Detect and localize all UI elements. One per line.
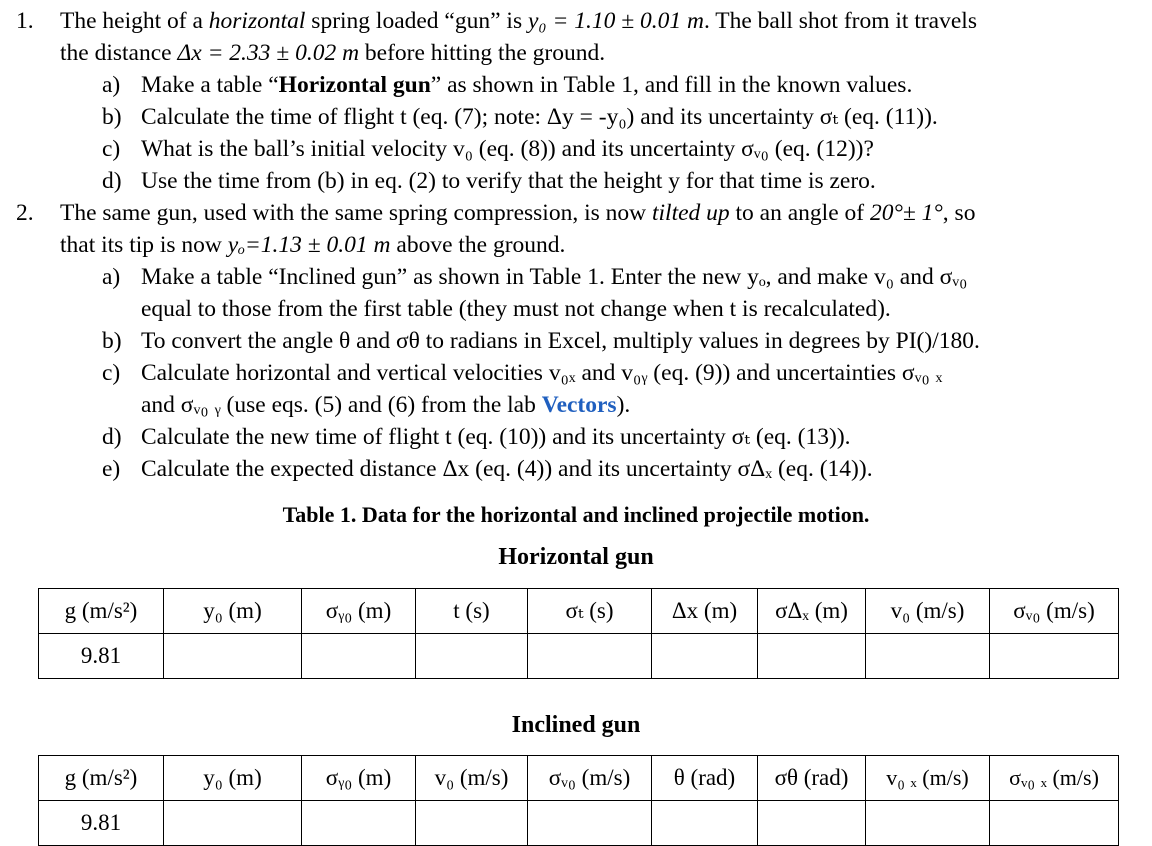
item-label: b)	[102, 328, 122, 354]
text: The same gun, used with the same spring compression, is now	[60, 200, 652, 226]
table-header-row	[39, 589, 1119, 634]
vectors-link[interactable]: Vectors	[541, 392, 617, 418]
item-text: Calculate the expected distance Δx (eq. (4)) and its uncertainty σΔₓ (eq. (14)).	[141, 456, 873, 482]
text: The height of a	[60, 8, 209, 34]
data-cell[interactable]	[758, 634, 866, 679]
data-cell[interactable]	[758, 801, 866, 846]
data-cell[interactable]	[302, 634, 416, 679]
text: Make a table “	[141, 72, 279, 98]
horizontal-gun-table	[38, 588, 1119, 679]
header-cell: σᵧ₀ (m)	[302, 756, 416, 801]
text: spring loaded “gun” is	[305, 8, 528, 34]
data-cell[interactable]	[652, 801, 758, 846]
math-expression: y₀ = 1.10 ± 0.01 m	[527, 8, 704, 34]
table-row	[39, 801, 1119, 846]
data-cell[interactable]	[866, 634, 990, 679]
item-text: Make a table “Inclined gun” as shown in Table 1. Enter the new yₒ, and make v₀ and σᵥ₀	[141, 264, 968, 290]
item-text: What is the ball’s initial velocity v₀ (eq. (8)) and its uncertainty σᵥ₀ (eq. (12))?	[141, 136, 874, 162]
item-label: d)	[102, 168, 122, 194]
math-expression: Δx = 2.33 ± 0.02 m	[177, 40, 360, 66]
data-cell[interactable]	[990, 801, 1119, 846]
data-cell[interactable]	[866, 801, 990, 846]
data-cell[interactable]	[416, 634, 528, 679]
header-cell: θ (rad)	[652, 756, 758, 801]
data-cell[interactable]	[528, 634, 652, 679]
header-cell: v₀ (m/s)	[866, 589, 990, 634]
item-text: Calculate horizontal and vertical velocities v₀ₓ and v₀ᵧ (eq. (9)) and uncertainties σᵥ₀ ₓ	[141, 360, 943, 386]
data-cell[interactable]: 9.81	[39, 634, 164, 679]
data-cell[interactable]	[302, 801, 416, 846]
header-cell: t (s)	[416, 589, 528, 634]
data-cell[interactable]	[990, 634, 1119, 679]
data-cell[interactable]	[416, 801, 528, 846]
data-cell[interactable]	[652, 634, 758, 679]
table-header-row	[39, 756, 1119, 801]
data-cell[interactable]: 9.81	[39, 801, 164, 846]
bold-text: Horizontal gun	[278, 72, 431, 98]
item-label: d)	[102, 424, 122, 450]
header-cell: σθ (rad)	[758, 756, 866, 801]
data-cell[interactable]	[528, 801, 652, 846]
item-text: To convert the angle θ and σθ to radians in Excel, multiply values in degrees by PI()/180.	[141, 328, 980, 354]
text: the distance	[60, 40, 178, 66]
math-expression: 20°± 1°	[869, 200, 943, 226]
header-cell: σᵥ₀ (m/s)	[528, 756, 652, 801]
header-cell: v₀ ₓ (m/s)	[866, 756, 990, 801]
emphasis: tilted up	[651, 200, 730, 226]
item-label: a)	[102, 72, 121, 98]
item-label: b)	[102, 104, 122, 130]
math-expression: yₒ=1.13 ± 0.01 m	[227, 232, 391, 258]
header-cell: g (m/s²)	[39, 756, 164, 801]
header-cell: σᵥ₀ ₓ (m/s)	[990, 756, 1119, 801]
problem-2-line-2	[60, 230, 565, 262]
problem-2-item-c-continued	[141, 390, 630, 422]
item-label: c)	[102, 136, 121, 162]
header-cell: σᵥ₀ (m/s)	[990, 589, 1119, 634]
text: above the ground.	[390, 232, 566, 258]
data-cell[interactable]	[164, 634, 302, 679]
table-row	[39, 634, 1119, 679]
inclined-table-title: Inclined gun	[511, 712, 641, 738]
item-label: c)	[102, 360, 121, 386]
horizontal-table-title: Horizontal gun	[498, 544, 654, 570]
table-caption: Table 1. Data for the horizontal and inclined projectile motion.	[282, 502, 870, 527]
text: , so	[942, 200, 976, 226]
item-label: e)	[102, 456, 121, 482]
item-text: Use the time from (b) in eq. (2) to verify that the height y for that time is zero.	[141, 168, 876, 194]
header-cell: v₀ (m/s)	[416, 756, 528, 801]
header-cell: σᵧ₀ (m)	[302, 589, 416, 634]
inclined-gun-table	[38, 755, 1119, 846]
text: ” as shown in Table 1, and fill in the known values.	[430, 72, 913, 98]
text: before hitting the ground.	[359, 40, 606, 66]
text: . The ball shot from it travels	[703, 8, 977, 34]
header-cell: y₀ (m)	[164, 589, 302, 634]
header-cell: σₜ (s)	[528, 589, 652, 634]
text: ).	[616, 392, 631, 418]
problem-2-number: 2.	[16, 200, 34, 226]
item-text: Calculate the time of flight t (eq. (7); note: Δy = -y₀) and its uncertainty σₜ (eq. (11)).	[141, 104, 938, 130]
problem-2-item-a-continued: equal to those from the first table (they must not change when t is recalculated).	[141, 296, 891, 322]
item-label: a)	[102, 264, 121, 290]
text: to an angle of	[729, 200, 870, 226]
text: that its tip is now	[60, 232, 228, 258]
header-cell: Δx (m)	[652, 589, 758, 634]
emphasis: horizontal	[208, 8, 306, 34]
text: and σᵥ₀ ᵧ (use eqs. (5) and (6) from the lab	[141, 392, 542, 418]
data-cell[interactable]	[164, 801, 302, 846]
header-cell: σΔₓ (m)	[758, 589, 866, 634]
problem-1-line-2	[60, 38, 605, 70]
header-cell: g (m/s²)	[39, 589, 164, 634]
header-cell: y₀ (m)	[164, 756, 302, 801]
item-text: Calculate the new time of flight t (eq. (10)) and its uncertainty σₜ (eq. (13)).	[141, 424, 851, 450]
problem-1-number: 1.	[16, 8, 34, 34]
